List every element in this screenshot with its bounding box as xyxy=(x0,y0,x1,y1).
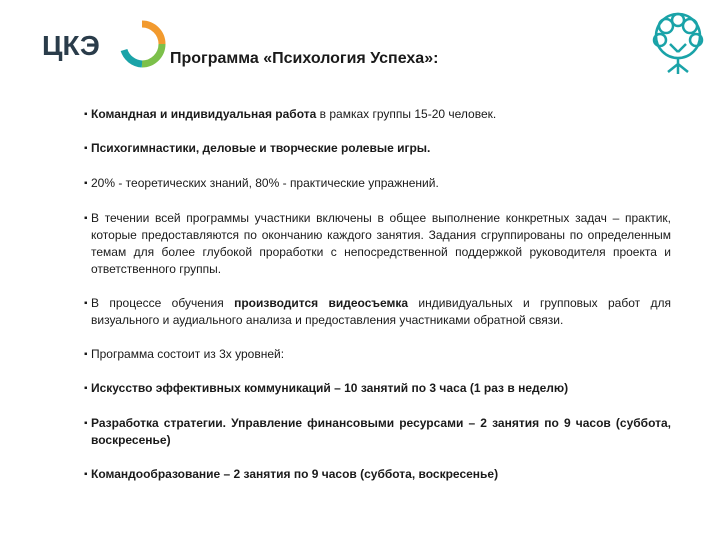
item-text: 20% - теоретических знаний, 80% - практические упражнений. xyxy=(91,176,439,190)
bullet: ▪ xyxy=(84,109,88,120)
item-text: В процессе обучения xyxy=(91,296,235,310)
list-item xyxy=(84,295,671,329)
item-bold: производится видеосъемка xyxy=(234,296,409,310)
list-item xyxy=(84,346,671,363)
bullet: ▪ xyxy=(84,418,88,429)
bullet: ▪ xyxy=(84,469,88,480)
company-logo xyxy=(38,16,156,74)
tree-emblem-icon xyxy=(646,8,710,78)
bullet: ▪ xyxy=(84,178,88,189)
list-item xyxy=(84,415,671,449)
list-item xyxy=(84,175,671,192)
bullet: ▪ xyxy=(84,349,88,360)
item-text: индивидуальных и групповых работ для визуального и аудиального анализа и предоставления участниками обратной связи. xyxy=(91,296,672,327)
page-title: Программа «Психология Успеха»: xyxy=(170,50,439,67)
logo-ring-icon xyxy=(118,20,166,68)
header xyxy=(0,0,720,100)
item-bold: Искусство эффективных коммуникаций – 10 занятий по 3 часа (1 раз в неделю) xyxy=(91,381,569,395)
list-item xyxy=(84,140,671,157)
bullet: ▪ xyxy=(84,143,88,154)
bullet: ▪ xyxy=(84,383,88,394)
item-bold: Разработка стратегии. Управление финансовыми ресурсами – 2 занятия по 9 часов (суббота, воскресенье) xyxy=(91,416,671,447)
item-bold: Командная и индивидуальная работа xyxy=(91,107,317,121)
item-bold: Командообразование – 2 занятия по 9 часов (суббота, воскресенье) xyxy=(91,467,499,481)
item-text: в рамках группы 15-20 человек. xyxy=(316,107,497,121)
list-item xyxy=(84,466,671,483)
bullet: ▪ xyxy=(84,213,88,224)
item-bold: Психогимнастики, деловые и творческие ролевые игры. xyxy=(91,141,431,155)
logo-text: ЦКЭ xyxy=(42,30,100,61)
item-text: В течении всей программы участники включены в общее выполнение конкретных задач – практик, которые предоставляются по окончанию каждого занятия. Задания сгруппированы по определенным темам для более глубокой проработки с непосредственной поддержкой руководителя проекта и ответственного группы. xyxy=(91,211,671,276)
list-item xyxy=(84,380,671,397)
list-item xyxy=(84,210,671,278)
list-item xyxy=(84,106,671,123)
item-text: Программа состоит из 3х уровней: xyxy=(91,347,285,361)
bullet: ▪ xyxy=(84,298,88,309)
